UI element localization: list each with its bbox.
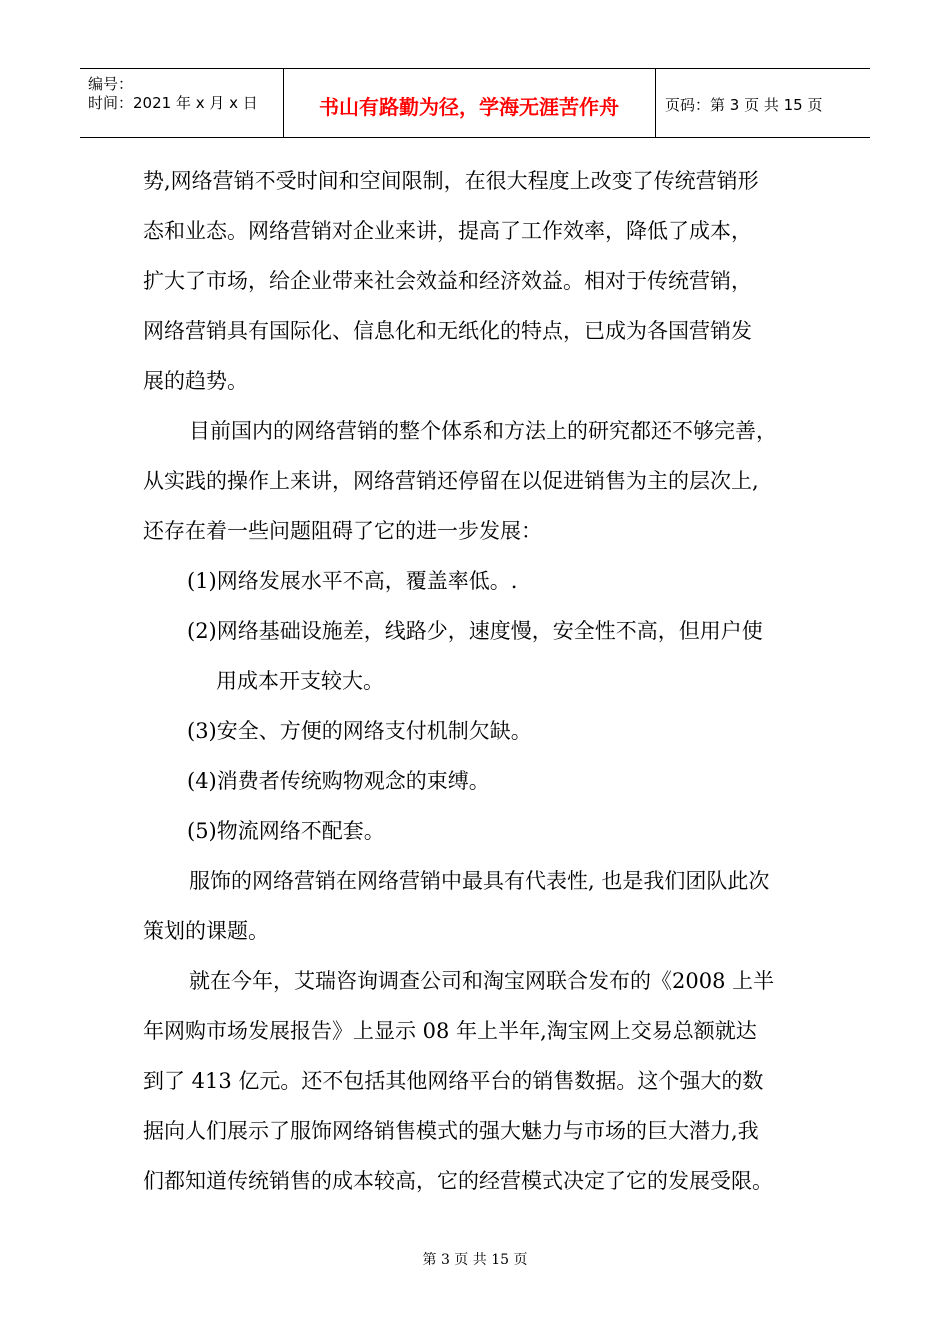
list-item: (5)物流网络不配套。 [187,819,385,843]
body-line: 到了 413 亿元。还不包括其他网络平台的销售数据。这个强大的数 [143,1069,764,1093]
body-line: 从实践的操作上来讲，网络营销还停留在以促进销售为主的层次上, [143,469,759,493]
header-motto: 书山有路勤为径，学海无涯苦作舟 [319,95,619,119]
header-middle-cell [283,69,656,137]
paragraph-start-line: 目前国内的网络营销的整个体系和方法上的研究都还不够完善， [189,419,777,443]
list-item: (2)网络基础设施差，线路少，速度慢，安全性不高，但用户使 [187,619,763,643]
document-date: 时间：2021 年 x 月 x 日 [88,94,258,112]
body-line: 年网购市场发展报告》上显示 08 年上半年,淘宝网上交易总额就达 [143,1019,757,1043]
list-item-continuation: 用成本开支较大。 [216,669,384,693]
body-line: 策划的课题。 [143,919,269,943]
page-footer: 第 3 页 共 15 页 [422,1252,528,1268]
body-line: 网络营销具有国际化、信息化和无纸化的特点，已成为各国营销发 [143,319,752,343]
body-line: 展的趋势。 [143,369,248,393]
body-line: 态和业态。网络营销对企业来讲，提高了工作效率，降低了成本， [143,219,752,243]
list-item: (4)消费者传统购物观念的束缚。 [187,769,490,793]
header-page-label: 页码：第 3 页 共 15 页 [665,96,823,114]
list-item: (3)安全、方便的网络支付机制欠缺。 [187,719,532,743]
body-line: 据向人们展示了服饰网络销售模式的强大魅力与市场的巨大潜力,我 [143,1119,759,1143]
paragraph-start-line: 服饰的网络营销在网络营销中最具有代表性, 也是我们团队此次 [189,869,770,893]
header-right-cell [655,69,870,137]
list-item: (1)网络发展水平不高，覆盖率低。. [187,569,518,593]
body-line: 们都知道传统销售的成本较高，它的经营模式决定了它的发展受限。 [143,1169,773,1193]
body-line: 势,网络营销不受时间和空间限制，在很大程度上改变了传统营销形 [143,169,759,193]
document-header [80,68,870,138]
body-line: 扩大了市场，给企业带来社会效益和经济效益。相对于传统营销， [143,269,752,293]
document-number-label: 编号： [88,75,134,93]
paragraph-start-line: 就在今年，艾瑞咨询调查公司和淘宝网联合发布的《2008 上半 [189,969,775,993]
body-line: 还存在着一些问题阻碍了它的进一步发展： [143,519,542,543]
header-left-cell [80,69,284,137]
